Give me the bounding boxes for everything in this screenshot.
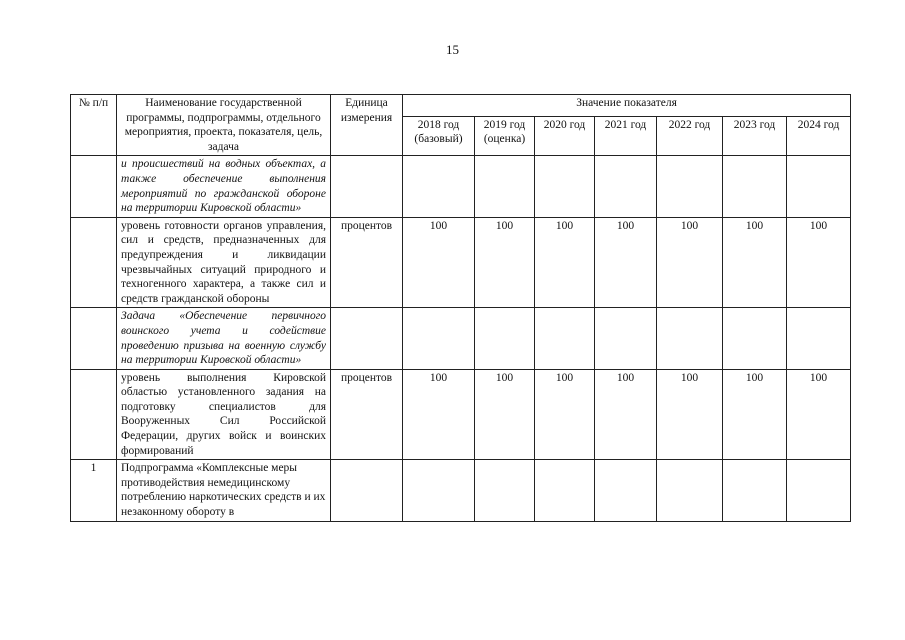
row-value-2022 [657, 460, 723, 521]
row-value-2023: 100 [723, 369, 787, 460]
row-value-2022: 100 [657, 369, 723, 460]
row-value-2020 [535, 156, 595, 217]
row-value-2024 [787, 156, 851, 217]
header-name: Наименование государственной программы, подпрограммы, отдельного мероприятия, проекта, показателя, цель, задача [117, 95, 331, 156]
row-value-2021 [595, 308, 657, 369]
row-num [71, 369, 117, 460]
row-value-2022 [657, 308, 723, 369]
row-value-2018 [403, 308, 475, 369]
row-value-2023: 100 [723, 217, 787, 308]
row-value-2019: 100 [475, 217, 535, 308]
row-value-2022: 100 [657, 217, 723, 308]
row-value-2018: 100 [403, 369, 475, 460]
row-value-2024: 100 [787, 369, 851, 460]
header-num: № п/п [71, 95, 117, 156]
header-unit: Единица измерения [331, 95, 403, 156]
header-year-2022: 2022 год [657, 116, 723, 156]
row-unit: процентов [331, 369, 403, 460]
row-value-2020: 100 [535, 217, 595, 308]
table-row [71, 460, 851, 521]
table-row [71, 217, 851, 308]
header-year-2020: 2020 год [535, 116, 595, 156]
row-name: Подпрограмма «Комплексные меры противодействия немедицинскому потреблению наркотических средств и их незаконному обороту в [117, 460, 331, 521]
table-row [71, 156, 851, 217]
row-value-2023 [723, 460, 787, 521]
row-value-2019 [475, 308, 535, 369]
row-value-2019 [475, 460, 535, 521]
row-value-2019: 100 [475, 369, 535, 460]
row-value-2022 [657, 156, 723, 217]
header-year-2021: 2021 год [595, 116, 657, 156]
row-unit [331, 156, 403, 217]
row-name: уровень выполнения Кировской областью установленного задания на подготовку специалистов для Вооруженных Сил Российской Федерации, других войск и воинских формирований [117, 369, 331, 460]
row-unit [331, 308, 403, 369]
header-year-2024: 2024 год [787, 116, 851, 156]
row-value-2021: 100 [595, 369, 657, 460]
table-row [71, 308, 851, 369]
row-num: 1 [71, 460, 117, 521]
row-value-2019 [475, 156, 535, 217]
row-value-2018 [403, 460, 475, 521]
row-num [71, 217, 117, 308]
header-year-2023: 2023 год [723, 116, 787, 156]
row-value-2023 [723, 156, 787, 217]
header-value-group: Значение показателя [403, 95, 851, 117]
header-year-2019: 2019 год (оценка) [475, 116, 535, 156]
row-value-2018 [403, 156, 475, 217]
row-value-2020 [535, 308, 595, 369]
row-value-2021 [595, 156, 657, 217]
row-name: Задача «Обеспечение первичного воинского учета и содействие проведению призыва на военную службу на территории Кировской области» [117, 308, 331, 369]
row-value-2021 [595, 460, 657, 521]
row-value-2021: 100 [595, 217, 657, 308]
table-row [71, 369, 851, 460]
page-number: 15 [446, 42, 459, 57]
row-value-2023 [723, 308, 787, 369]
row-value-2024 [787, 308, 851, 369]
row-num [71, 308, 117, 369]
row-value-2020: 100 [535, 369, 595, 460]
indicators-table [70, 94, 851, 522]
row-value-2024: 100 [787, 217, 851, 308]
header-row-1 [71, 95, 851, 117]
row-value-2024 [787, 460, 851, 521]
header-year-2018: 2018 год (базовый) [403, 116, 475, 156]
row-num [71, 156, 117, 217]
row-unit [331, 460, 403, 521]
row-unit: процентов [331, 217, 403, 308]
row-name: уровень готовности органов управления, сил и средств, предназначенных для предупреждения и ликвидации чрезвычайных ситуаций природного и техногенного характера, а также сил и средств гражданской обороны [117, 217, 331, 308]
row-value-2018: 100 [403, 217, 475, 308]
row-name: и происшествий на водных объектах, а также обеспечение выполнения мероприятий по гражданской обороне на территории Кировской области» [117, 156, 331, 217]
row-value-2020 [535, 460, 595, 521]
